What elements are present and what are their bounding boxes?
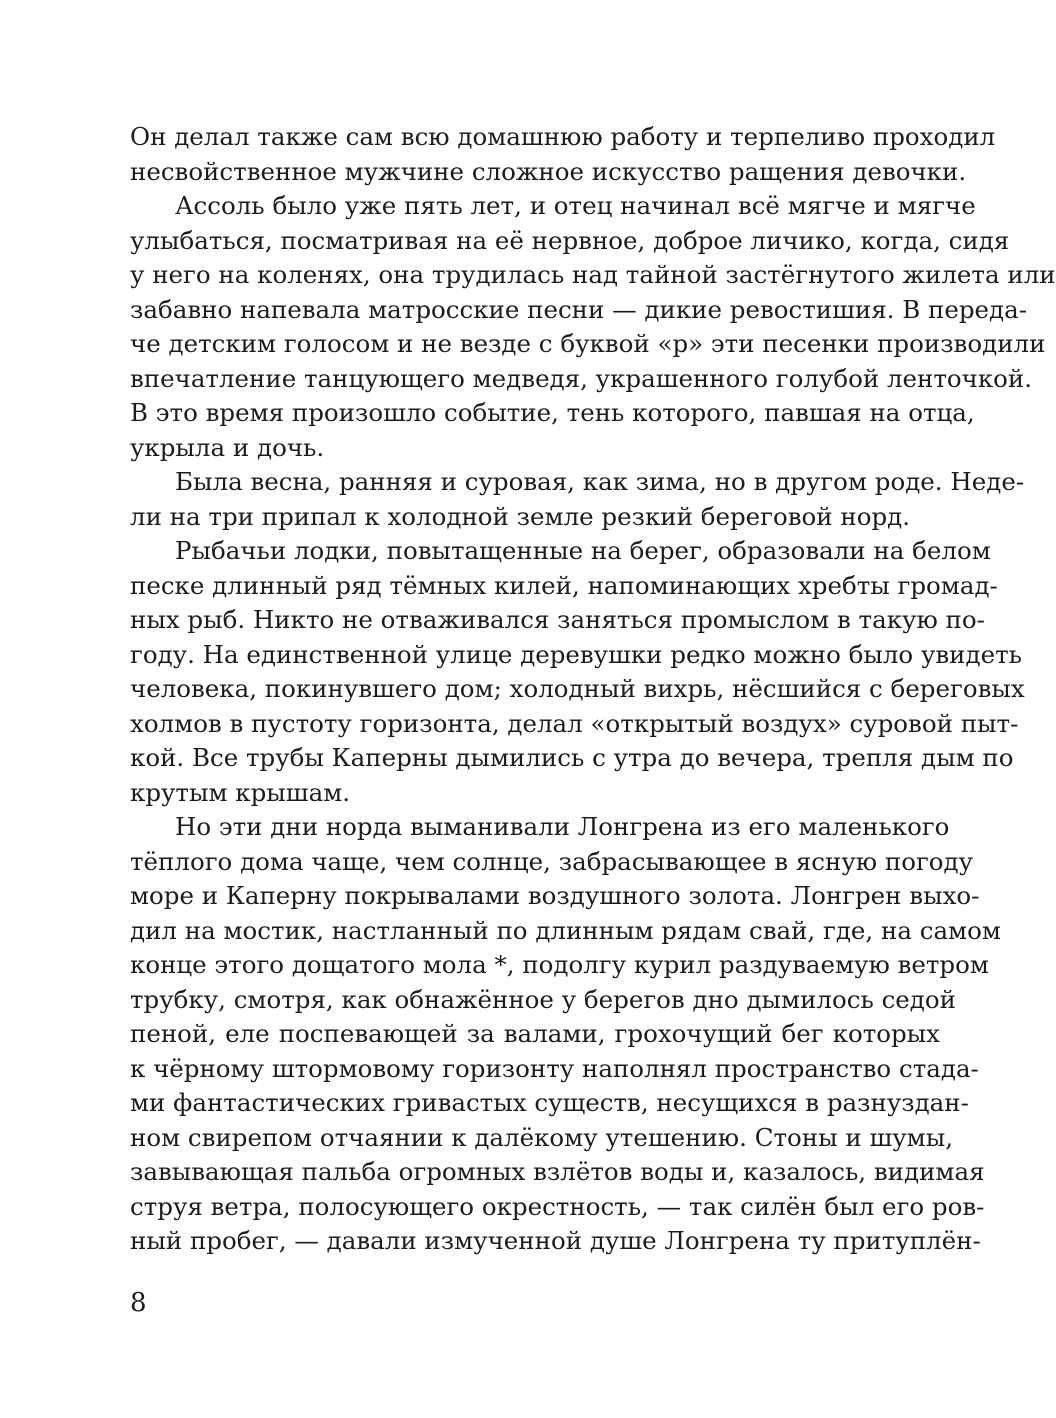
text-line: ми фантастических гривастых существ, несущихся в разнуздан- bbox=[130, 1088, 969, 1117]
text-line: че детским голосом и не везде с буквой «р» эти песенки производили bbox=[130, 329, 1046, 358]
text-line: ном свирепом отчаянии к далёкому утешению. Стоны и шумы, bbox=[130, 1122, 954, 1152]
text-line: море и Каперну покрывалами воздушного золота. Лонгрен выхо- bbox=[130, 881, 980, 910]
text-line: кой. Все трубы Каперны дымились с утра до вечера, трепля дым по bbox=[130, 743, 1014, 772]
text-line: Была весна, ранняя и суровая, как зима, но в другом роде. Неде- bbox=[175, 467, 1025, 496]
text-line: конце этого дощатого мола *, подолгу курил раздуваемую ветром bbox=[130, 950, 989, 979]
text-line: завывающая пальба огромных взлётов воды и, казалось, видимая bbox=[130, 1157, 985, 1186]
text-line: ных рыб. Никто не отваживался заняться промыслом в такую по- bbox=[130, 605, 985, 634]
text-line: пеной, еле поспевающей за валами, грохочущий бег которых bbox=[130, 1019, 940, 1048]
text-line: улыбаться, посматривая на её нервное, доброе личико, когда, сидя bbox=[130, 225, 1010, 255]
page-number: 8 bbox=[130, 1288, 147, 1318]
text-line: несвойственное мужчине сложное искусство ращения девочки. bbox=[130, 156, 967, 186]
text-line: к чёрному штормовому горизонту наполнял пространство стада- bbox=[130, 1053, 979, 1083]
text-line: ли на три припал к холодной земле резкий береговой норд. bbox=[130, 501, 911, 531]
text-line: ный пробег, — давали измученной душе Лонгрена ту притуплён- bbox=[130, 1226, 981, 1255]
book-page-text bbox=[130, 120, 1056, 1259]
text-line: Он делал также сам всю домашнюю работу и терпеливо проходил bbox=[130, 122, 996, 151]
text-line: струя ветра, полосующего окрестность, — так силён был его ров- bbox=[130, 1191, 985, 1221]
text-line: песке длинный ряд тёмных килей, напоминающих хребты громад- bbox=[130, 570, 998, 600]
text-line: укрыла и дочь. bbox=[130, 432, 325, 462]
text-line: впечатление танцующего медведя, украшенного голубой ленточкой. bbox=[130, 363, 1033, 393]
text-line: дил на мостик, настланный по длинным рядам свай, где, на самом bbox=[130, 915, 1001, 945]
text-line: трубку, смотря, как обнажённое у берегов дно дымилось седой bbox=[130, 984, 956, 1014]
text-line: тёплого дома чаще, чем солнце, забрасывающее в ясную погоду bbox=[130, 846, 974, 876]
text-line: крутым крышам. bbox=[130, 777, 351, 807]
text-line: у него на коленях, она трудилась над тайной застёгнутого жилета или bbox=[130, 260, 1056, 289]
text-line: В это время произошло событие, тень которого, павшая на отца, bbox=[130, 398, 975, 427]
text-line: году. На единственной улице деревушки редко можно было увидеть bbox=[130, 639, 1022, 669]
text-line: забавно напевала матросские песни — дикие ревостишия. В переда- bbox=[130, 294, 1028, 324]
text-line: человека, покинувшего дом; холодный вихрь, нёсшийся с береговых bbox=[130, 674, 1025, 703]
text-line: Ассоль было уже пять лет, и отец начинал всё мягче и мягче bbox=[175, 191, 976, 220]
text-line: Рыбачьи лодки, повытащенные на берег, образовали на белом bbox=[175, 536, 991, 565]
text-line: Но эти дни норда выманивали Лонгрена из его маленького bbox=[175, 812, 950, 841]
text-line: холмов в пустоту горизонта, делал «открытый воздух» суровой пыт- bbox=[130, 708, 1019, 738]
